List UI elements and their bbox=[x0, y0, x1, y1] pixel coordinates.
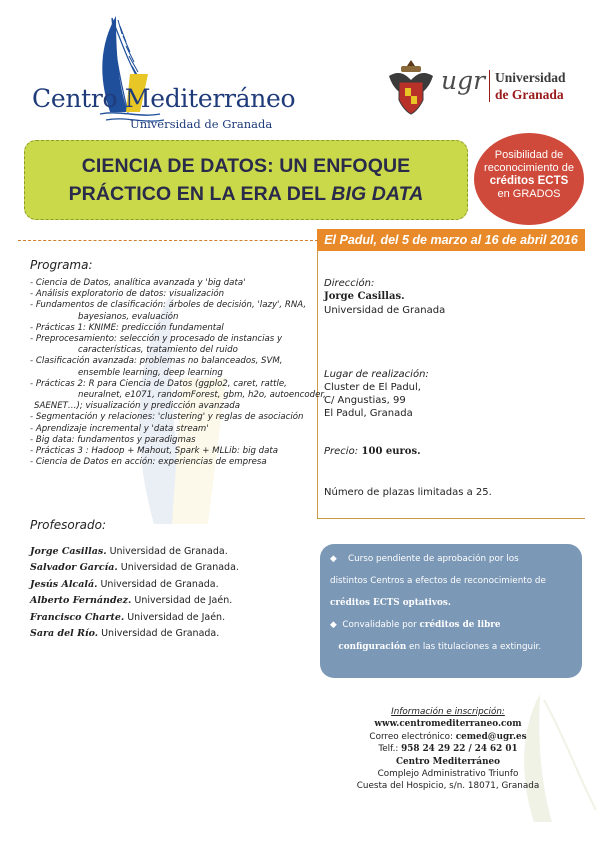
phone-label: Telf.: bbox=[378, 744, 402, 755]
list-item: bayesianos, evaluación bbox=[78, 311, 179, 322]
universidad-granada-logo bbox=[385, 58, 585, 120]
list-item: - Big data: fundamentos y paradigmas bbox=[30, 434, 196, 445]
lugar-label: Lugar de realización: bbox=[324, 369, 429, 380]
list-item: - Aprendizaje incremental y 'data stream' bbox=[30, 423, 209, 434]
professor-affiliation: Universidad de Granada. bbox=[98, 628, 220, 640]
professor-name: Jorge Casillas. bbox=[30, 546, 107, 557]
list-item bbox=[30, 560, 239, 576]
professor-affiliation: Universidad de Jaén. bbox=[124, 611, 226, 623]
list-item: - Ciencia de Datos en acción: experiencias de empresa bbox=[30, 457, 267, 468]
list-item: - Segmentación y relaciones: 'clustering' y reglas de asociación bbox=[30, 412, 304, 423]
contact-info bbox=[318, 706, 578, 793]
precio-value: 100 euros. bbox=[358, 446, 421, 457]
accreditation-note bbox=[320, 544, 582, 678]
logo-subtitle: Universidad de Granada bbox=[130, 117, 273, 131]
list-item bbox=[30, 544, 239, 560]
professor-name: Sara del Río. bbox=[30, 628, 99, 640]
list-item: - Ciencia de Datos, analítica avanzada y 'big data' bbox=[30, 278, 246, 288]
professor-name: Jesús Alcalá. bbox=[30, 578, 98, 590]
note-bold: configuración bbox=[338, 642, 407, 652]
professor-affiliation: Universidad de Granada. bbox=[106, 546, 228, 557]
ects-line4: en GRADOS bbox=[497, 188, 561, 200]
professor-name: Francisco Charte. bbox=[30, 611, 125, 623]
professor-affiliation: Universidad de Granada. bbox=[97, 578, 219, 590]
logo-separator bbox=[489, 70, 490, 102]
professor-name: Salvador García. bbox=[30, 562, 118, 574]
course-title-line1: CIENCIA DE DATOS: UN ENFOQUE bbox=[81, 155, 411, 177]
programa-heading: Programa: bbox=[30, 258, 93, 272]
programa-list bbox=[30, 278, 326, 468]
email-link[interactable]: cemed@ugr.es bbox=[455, 731, 527, 742]
university-crest-icon bbox=[385, 58, 437, 118]
info-heading: Información e inscripción: bbox=[391, 707, 505, 717]
address-line2: Cuesta del Hospicio, s/n. 18071, Granada bbox=[356, 781, 540, 792]
date-banner: El Padul, del 5 de marzo al 16 de abril 2016 bbox=[317, 229, 585, 251]
note-p2-line1: ◆ Convalidable por créditos de libre bbox=[330, 620, 501, 630]
ugr-name-line2: de Granada bbox=[495, 87, 564, 102]
ugr-mark: ugr bbox=[441, 66, 486, 95]
professor-affiliation: Universidad de Jaén. bbox=[131, 595, 233, 607]
logo-name: Centro Mediterráneo bbox=[32, 84, 296, 113]
list-item: ensemble learning, deep learning bbox=[78, 367, 223, 378]
list-item bbox=[30, 577, 239, 593]
professor-affiliation: Universidad de Granada. bbox=[117, 562, 239, 574]
title-line2-text: PRÁCTICO EN LA ERA DEL bbox=[68, 183, 332, 205]
ects-badge bbox=[474, 133, 584, 225]
profesorado-list bbox=[30, 544, 239, 642]
course-title-box bbox=[24, 140, 468, 220]
note-text: Convalidable por bbox=[342, 620, 420, 630]
email-label: Correo electrónico: bbox=[369, 731, 456, 742]
lugar-line2: C/ Angustias, 99 bbox=[324, 395, 406, 406]
lugar-line1: Cluster de El Padul, bbox=[324, 382, 421, 393]
list-item: características, tratamiento del ruido bbox=[78, 345, 238, 356]
list-item: neuralnet, e1071, randomForest, gbm, h2o, autoencoder, bbox=[78, 390, 326, 401]
note-p1-line2: distintos Centros a efectos de reconocimiento de bbox=[330, 576, 546, 586]
centro-mediterraneo-logo bbox=[30, 14, 296, 142]
plazas-text: Número de plazas limitadas a 25. bbox=[324, 487, 492, 498]
list-item: - Prácticas 3 : Hadoop + Mahout, Spark + MLLib: big data bbox=[30, 446, 279, 457]
profesorado-heading: Profesorado: bbox=[30, 518, 107, 532]
course-title-line2 bbox=[25, 183, 467, 206]
email-line bbox=[318, 731, 578, 743]
note-text: en las titulaciones a extinguir. bbox=[406, 642, 542, 652]
list-item: - Prácticas 1: KNIME: predicción fundamental bbox=[30, 322, 224, 333]
phone-number: 958 24 29 22 / 24 62 01 bbox=[401, 744, 518, 755]
ugr-name-line1: Universidad bbox=[495, 70, 566, 85]
note-p1-line3: créditos ECTS optativos. bbox=[330, 598, 451, 608]
note-p1-line1: ◆ Curso pendiente de aprobación por los bbox=[330, 554, 519, 564]
list-item: - Análisis exploratorio de datos: visualización bbox=[30, 289, 225, 300]
phone-line bbox=[318, 743, 578, 755]
precio-label: Precio: bbox=[324, 446, 359, 457]
list-item bbox=[30, 610, 239, 626]
list-item: - Preprocesamiento: selección y procesado de instancias y bbox=[30, 334, 283, 345]
list-item: - Prácticas 2: R para Ciencia de Datos (ggplo2, caret, rattle, bbox=[30, 378, 287, 389]
list-item bbox=[30, 593, 239, 609]
list-item bbox=[30, 626, 239, 642]
list-item: - Fundamentos de clasificación: árboles de decisión, 'lazy', RNA, bbox=[30, 300, 307, 311]
professor-name: Alberto Fernández. bbox=[30, 595, 132, 607]
lugar-line3: El Padul, Granada bbox=[324, 408, 413, 419]
list-item: - Clasificación avanzada: problemas no balanceados, SVM, bbox=[30, 356, 283, 367]
divider-vertical bbox=[317, 251, 318, 519]
ects-line2: reconocimiento de bbox=[484, 162, 574, 174]
list-item: SAENET…); visualización y predicción avanzada bbox=[34, 401, 240, 412]
precio bbox=[324, 446, 421, 459]
divider-bottom-right bbox=[317, 518, 585, 519]
note-text: Curso pendiente de aprobación por los bbox=[347, 554, 519, 564]
website-link[interactable]: www.centromediterraneo.com bbox=[374, 719, 522, 730]
title-big-data: BIG DATA bbox=[331, 183, 424, 205]
ects-line3: créditos ECTS bbox=[489, 175, 569, 187]
note-bold: créditos de libre bbox=[419, 620, 501, 630]
divider-top-left bbox=[18, 240, 318, 241]
org-name: Centro Mediterráneo bbox=[396, 756, 500, 767]
address-line1: Complejo Administrativo Triunfo bbox=[377, 769, 519, 780]
direccion-label: Dirección: bbox=[324, 278, 375, 289]
ects-line1: Posibilidad de bbox=[494, 149, 564, 161]
direccion-name: Jorge Casillas. bbox=[324, 291, 405, 302]
direccion-affiliation: Universidad de Granada bbox=[324, 305, 446, 316]
note-p2-line2 bbox=[330, 636, 572, 658]
